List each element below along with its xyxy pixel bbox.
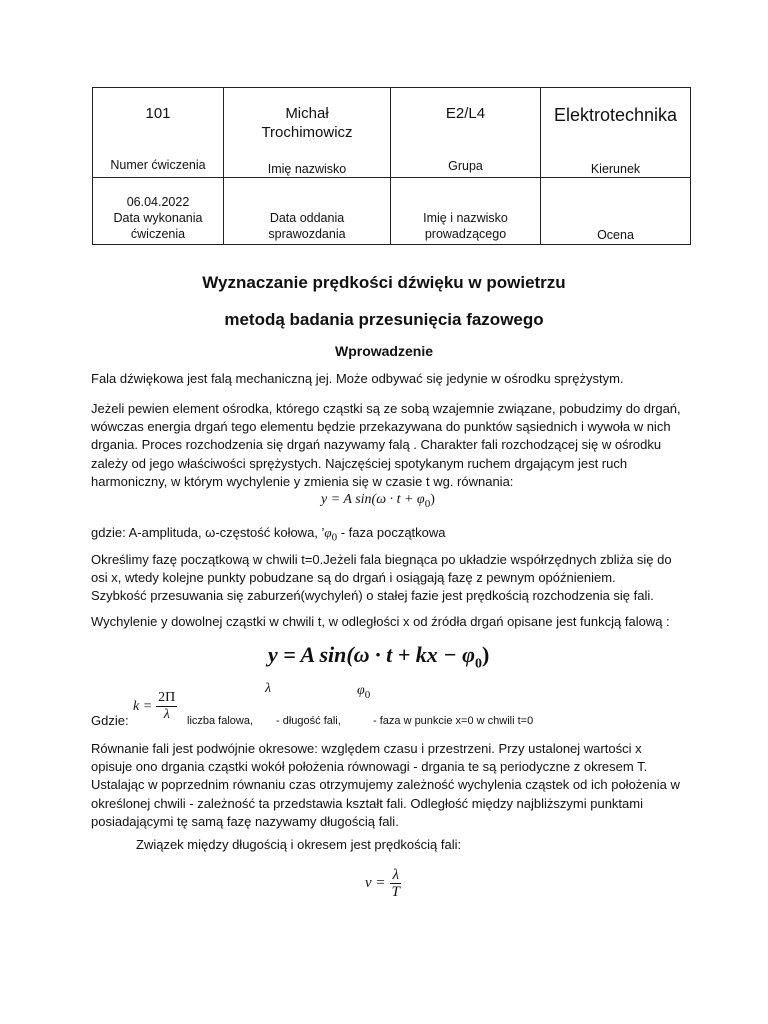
grade-cell	[541, 178, 691, 245]
exercise-date: 06.04.2022	[126, 195, 190, 209]
paragraph-3-line: Określimy fazę początkową w chwili t=0.Jeżeli fala biegnąca po układzie współrzędnych zbliża się do	[91, 552, 672, 567]
field-label: Kierunek	[590, 162, 641, 176]
paragraph-3-line: osi x, wtedy kolejne punkty pobudzane są do drgań i osiągają fazę z pewnym opóźnieniem.	[91, 570, 616, 586]
wave-equation-close: )	[481, 642, 490, 667]
lambda-description: - długość fali,	[276, 715, 341, 727]
harmonic-equation-subscript: 0	[424, 497, 431, 510]
symbols-description-1-suffix: - faza początkowa	[337, 525, 446, 540]
paragraph-2-line: Jeżeli pewien element ośrodka, którego cząstki są ze sobą wzajemnie związane, pobudzimy do drgań,	[91, 401, 681, 416]
wave-equation-subscript: 0	[474, 656, 482, 672]
paragraph-5-line: Ustalając w poprzednim równaniu czas otrzymujemy zależność wychylenia cząstek od ich położenia w	[91, 777, 680, 793]
paragraph-5-line: opisuje ono drgania cząstki wokół położenia równowagi - drgania te są periodyczne z okresem T.	[91, 759, 648, 775]
lambda-symbol: λ	[265, 681, 272, 696]
paragraph-3	[91, 551, 691, 606]
field-value: Elektrotechnika	[553, 105, 678, 125]
paragraph-2-line: drgania. Proces rozchodzenia się drgań nazywamy falą . Charakter fali rozchodzącej się w ośrodku	[91, 437, 662, 453]
group-value: E2/L4	[445, 105, 486, 122]
gdzie-label: Gdzie:	[91, 713, 129, 728]
wave-equation	[268, 642, 489, 672]
symbols-description-1	[91, 524, 691, 547]
paragraph-4: Wychylenie y dowolnej cząstki w chwili t, w odległości x od źródła drgań opisane jest funkcją falową :	[91, 614, 670, 629]
k-lhs: k =	[133, 698, 153, 714]
grade-label: Ocena	[597, 228, 634, 242]
paragraph-3-line: Szybkość przesuwania się zaburzeń(wychyleń) o stałej fazie jest prędkością rozchodzenia się fali.	[91, 588, 654, 604]
paragraph-1: Fala dźwiękowa jest falą mechaniczną jej. Może odbywać się jedynie w ośrodku sprężystym.	[91, 371, 624, 386]
student-name-label: Imię nazwisko	[267, 162, 347, 176]
section-heading-intro: Wprowadzenie	[334, 343, 433, 359]
field-cell	[541, 88, 691, 178]
k-definition	[133, 690, 177, 723]
instructor-label: Imię i nazwisko prowadzącego	[423, 211, 508, 241]
v-lhs: v =	[365, 875, 386, 891]
paragraph-2-line: wówczas energia drgań tego elementu będzie przekazywana do punktów sąsiednich i wywoła w nich	[91, 419, 671, 435]
paragraph-5	[91, 740, 691, 831]
harmonic-equation: y = A $\sin(\omega \cdot t + \varphi_0)$	[321, 492, 435, 510]
group-cell	[391, 88, 541, 178]
student-name-cell	[224, 88, 391, 178]
date-cell	[93, 178, 224, 245]
v-numerator: λ	[392, 867, 399, 883]
instructor-cell	[391, 178, 541, 245]
header-table	[92, 87, 691, 245]
paragraph-5-line: Równanie fali jest podwójnie okresowe: względem czasu i przestrzeni. Przy ustalonej wartości x	[91, 741, 642, 756]
paragraph-5-line: posiadającymi tę samą fazę nazywamy długością fali.	[91, 813, 399, 829]
title-line-2: metodą badania przesunięcia fazowego	[224, 310, 544, 329]
wave-equation-body: y = A sin(ω · t + kx − φ	[268, 642, 475, 667]
student-name: Michał Trochimowicz	[261, 105, 353, 141]
exercise-number-label: Numer ćwiczenia	[110, 158, 206, 172]
paragraph-2-line: harmoniczny, w którym wychylenie y zmienia się w czasie t wg. równania:	[91, 473, 514, 489]
symbols-description-1-prefix: gdzie: A-amplituda, ω-częstość kołowa, ’	[91, 525, 325, 540]
date-label: Data wykonania ćwiczenia	[113, 211, 203, 241]
group-label: Grupa	[448, 159, 483, 173]
k-numerator: 2Π	[158, 690, 176, 705]
paragraph-2	[91, 400, 691, 491]
k-denominator: λ	[163, 707, 170, 722]
phi0-symbol: $\varphi_0$	[324, 525, 338, 544]
paragraph-2-line: zależy od jego właściwości sprężystych. Najczęściej spotykanym ruchem drgającym jest ruch	[91, 455, 628, 471]
paragraph-6: Związek między długością i okresem jest prędkością fali:	[136, 837, 462, 852]
exercise-number-cell	[93, 88, 224, 178]
k-description: liczba falowa,	[187, 715, 254, 727]
phi0-symbol-2: $\varphi_0$	[357, 683, 371, 701]
harmonic-equation-body: y = A sin(ω · t + φ	[321, 492, 425, 507]
v-denominator: T	[391, 884, 400, 900]
paragraph-5-line: określonej chwili - zależność ta przedstawia kształt fali. Odległość między najbliższymi punktami	[91, 795, 643, 811]
title-line-1: Wyznaczanie prędkości dźwięku w powietrzu	[202, 273, 566, 292]
velocity-equation	[365, 867, 402, 900]
submission-cell	[224, 178, 391, 245]
exercise-number: 101	[145, 105, 171, 122]
phi-description: - faza w punkcie x=0 w chwili t=0	[373, 715, 534, 727]
submission-label: Data oddania sprawozdania	[268, 211, 346, 241]
